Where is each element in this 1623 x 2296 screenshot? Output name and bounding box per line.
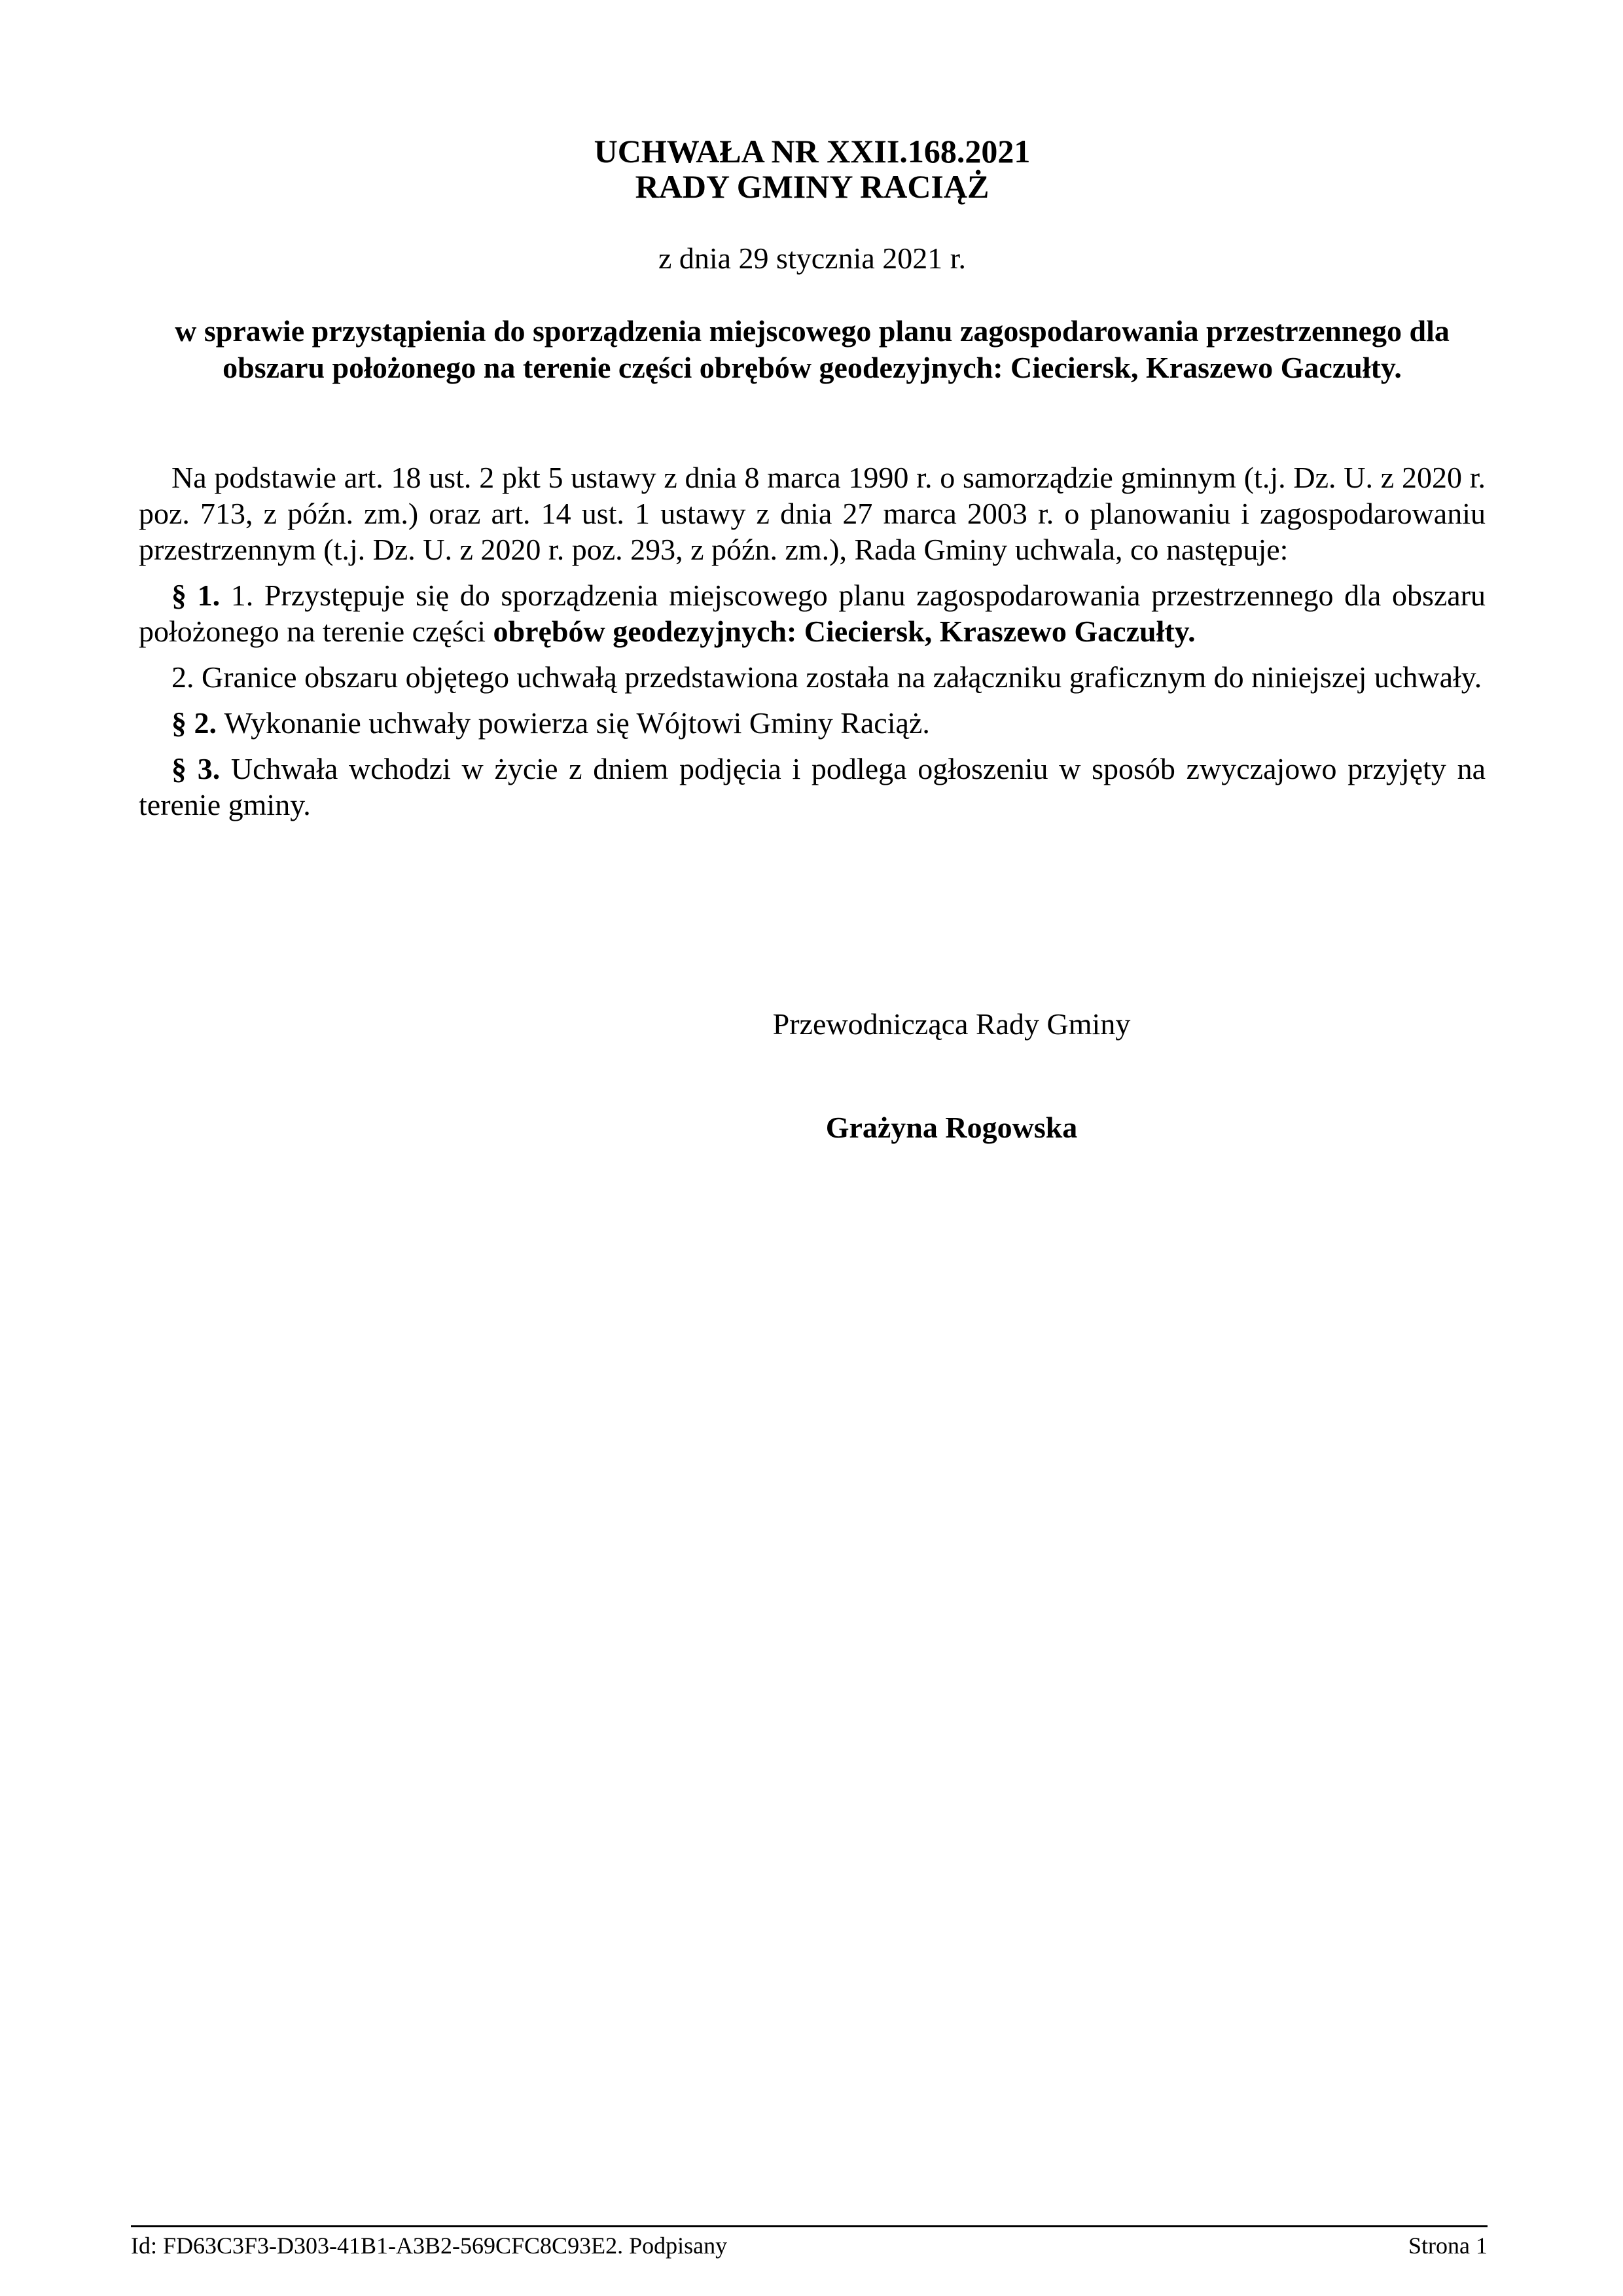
section-2-paragraph [139, 705, 1486, 741]
section-1-bold-text: obrębów geodezyjnych: Cieciersk, Kraszewo Gaczułty. [493, 615, 1196, 648]
footer-row [131, 2231, 1488, 2260]
section-2-text: Wykonanie uchwały powierza się Wójtowi Gminy Raciąż. [224, 706, 930, 740]
resolution-title [139, 134, 1486, 204]
section-3-paragraph [139, 751, 1486, 823]
signature-block [418, 1006, 1486, 1145]
section-1-text: 1. Przystępuje się do sporządzenia miejscowego planu zagospodarowania przestrzennego dla obszaru położonego na terenie części [139, 579, 1486, 648]
section-1-label: § 1. [171, 579, 231, 612]
council-name: RADY GMINY RACIĄŻ [635, 168, 990, 205]
signature-name: Grażyna Rogowska [825, 1111, 1078, 1144]
resolution-date: z dnia 29 stycznia 2021 r. [658, 242, 967, 275]
document-id: Id: FD63C3F3-D303-41B1-A3B2-569CFC8C93E2. Podpisany [131, 2233, 728, 2259]
footer-divider [131, 2225, 1488, 2227]
page-number: Strona 1 [1408, 2233, 1488, 2259]
resolution-subject: w sprawie przystąpienia do sporządzenia miejscowego planu zagospodarowania przestrzennego dla obszaru położonego na terenie części obrębów geodezyjnych: Cieciersk, Kraszewo Gaczułty. [175, 314, 1450, 384]
signature-role: Przewodnicząca Rady Gminy [772, 1007, 1131, 1041]
resolution-number: UCHWAŁA NR XXII.168.2021 [594, 133, 1031, 170]
section-2-label: § 2. [171, 706, 224, 740]
preamble-paragraph: Na podstawie art. 18 ust. 2 pkt 5 ustawy z dnia 8 marca 1990 r. o samorządzie gminnym (t.j. Dz. U. z 2020 r. poz. 713, z późn. zm.) oraz art. 14 ust. 1 ustawy z dnia 27 marca 2003 r. o planowaniu i zagospodarowaniu przestrzennym (t.j. Dz. U. z 2020 r. poz. 293, z późn. zm.), Rada Gminy uchwala, co następuje: [139, 461, 1486, 566]
page-footer [131, 2225, 1488, 2260]
section-1-paragraph [139, 577, 1486, 649]
section-3-text: Uchwała wchodzi w życie z dniem podjęcia i podlega ogłoszeniu w sposób zwyczajowo przyjęty na terenie gminy. [139, 752, 1486, 821]
section-3-label: § 3. [171, 752, 231, 785]
document-content [139, 134, 1486, 1145]
point-2-paragraph: 2. Granice obszaru objętego uchwałą przedstawiona została na załączniku graficznym do niniejszej uchwały. [171, 660, 1482, 694]
